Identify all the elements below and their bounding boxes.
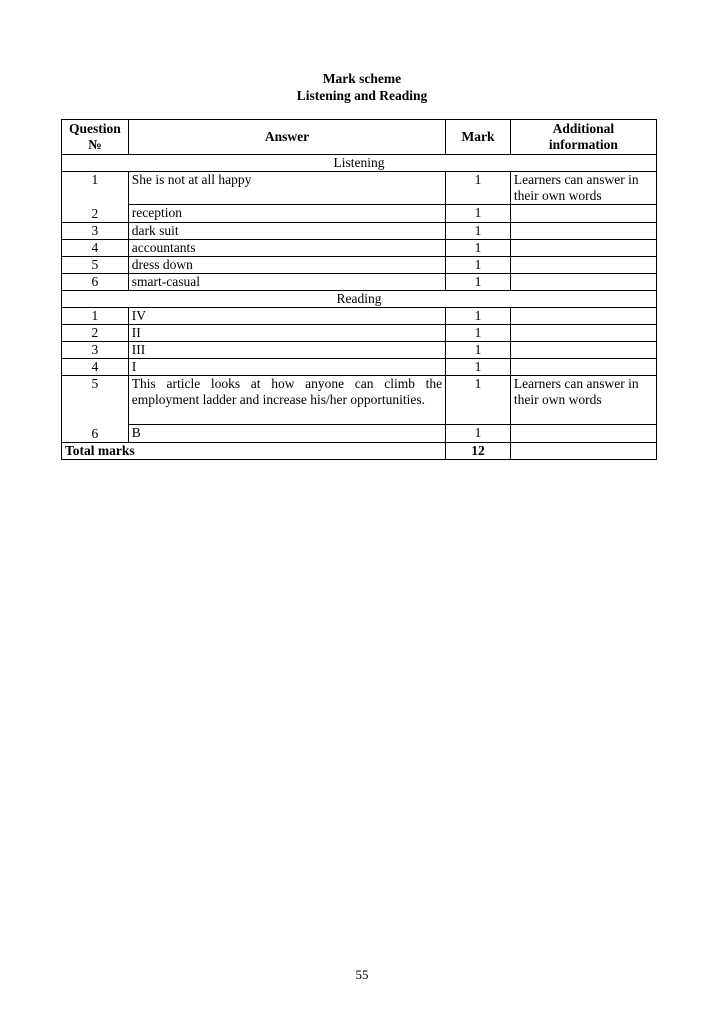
answer-cell: dress down xyxy=(128,257,445,274)
answer-cell: She is not at all happy xyxy=(128,172,445,205)
question-cell: 4 xyxy=(62,359,129,376)
table-row xyxy=(62,257,657,274)
document-title xyxy=(0,70,724,104)
info-cell xyxy=(510,223,656,240)
mark-cell: 1 xyxy=(446,376,511,425)
total-row xyxy=(62,443,657,460)
mark-cell: 1 xyxy=(446,257,511,274)
info-cell xyxy=(510,308,656,325)
answer-cell: III xyxy=(128,342,445,359)
question-cell: 3 xyxy=(62,342,129,359)
table-row xyxy=(62,240,657,257)
header-mark: Mark xyxy=(446,120,511,155)
answer-cell: dark suit xyxy=(128,223,445,240)
question-cell: 5 6 xyxy=(62,376,129,443)
info-cell xyxy=(510,342,656,359)
info-cell xyxy=(510,274,656,291)
mark-cell: 1 xyxy=(446,223,511,240)
mark-scheme-table xyxy=(61,119,657,460)
mark-cell: 1 xyxy=(446,205,511,223)
info-cell: Learners can answer in their own words xyxy=(510,376,656,425)
table-row xyxy=(62,376,657,425)
mark-cell: 1 xyxy=(446,325,511,342)
question-cell: 2 xyxy=(62,325,129,342)
page-number: 55 xyxy=(355,967,369,982)
answer-cell: I xyxy=(128,359,445,376)
answer-cell: B xyxy=(128,425,445,443)
mark-cell: 1 xyxy=(446,425,511,443)
info-cell xyxy=(510,205,656,223)
section-label-listening: Listening xyxy=(62,155,657,172)
header-additional-info: Additional information xyxy=(510,120,656,155)
question-cell: 1 2 xyxy=(62,172,129,223)
total-label: Total marks xyxy=(62,443,446,460)
question-cell: 1 xyxy=(62,308,129,325)
total-mark: 12 xyxy=(446,443,511,460)
question-cell: 5 xyxy=(62,257,129,274)
table-row xyxy=(62,172,657,205)
total-info-cell xyxy=(510,443,656,460)
answer-cell: smart-casual xyxy=(128,274,445,291)
question-cell: 3 xyxy=(62,223,129,240)
table-row xyxy=(62,425,657,443)
mark-cell: 1 xyxy=(446,172,511,205)
info-cell: Learners can answer in their own words xyxy=(510,172,656,205)
header-row xyxy=(62,120,657,155)
section-row-listening xyxy=(62,155,657,172)
info-cell xyxy=(510,425,656,443)
table-row xyxy=(62,308,657,325)
section-row-reading xyxy=(62,291,657,308)
info-cell xyxy=(510,359,656,376)
question-cell: 6 xyxy=(62,274,129,291)
mark-cell: 1 xyxy=(446,240,511,257)
table-row xyxy=(62,223,657,240)
section-label-reading: Reading xyxy=(62,291,657,308)
info-cell xyxy=(510,257,656,274)
mark-cell: 1 xyxy=(446,274,511,291)
table-row xyxy=(62,325,657,342)
answer-cell: II xyxy=(128,325,445,342)
title-line-1: Mark scheme xyxy=(322,71,402,86)
mark-cell: 1 xyxy=(446,359,511,376)
answer-cell: accountants xyxy=(128,240,445,257)
mark-cell: 1 xyxy=(446,308,511,325)
header-question: Question № xyxy=(62,120,129,155)
table-row xyxy=(62,274,657,291)
header-answer: Answer xyxy=(128,120,445,155)
info-cell xyxy=(510,240,656,257)
answer-cell: This article looks at how anyone can climb the employment ladder and increase his/her opportunities. xyxy=(128,376,445,425)
title-line-2: Listening and Reading xyxy=(296,88,428,103)
answer-cell: IV xyxy=(128,308,445,325)
table-row xyxy=(62,342,657,359)
mark-cell: 1 xyxy=(446,342,511,359)
table-row xyxy=(62,205,657,223)
question-cell: 4 xyxy=(62,240,129,257)
answer-cell: reception xyxy=(128,205,445,223)
table-row xyxy=(62,359,657,376)
info-cell xyxy=(510,325,656,342)
